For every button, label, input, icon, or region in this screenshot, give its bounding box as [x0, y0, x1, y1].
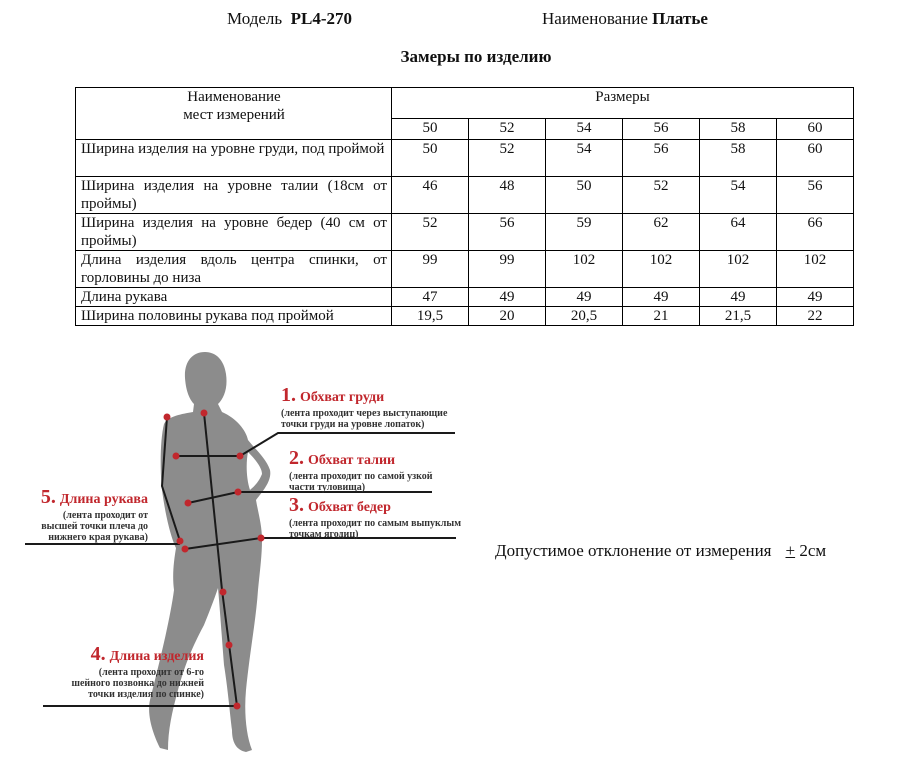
label-number: 4.	[90, 643, 106, 665]
point	[235, 489, 242, 496]
size-header: 50	[392, 119, 469, 140]
label-desc: (лента проходит от	[62, 510, 148, 521]
table-row	[76, 214, 854, 251]
label-title: Обхват талии	[308, 453, 396, 468]
label-length	[44, 643, 204, 700]
model-value: PL4-270	[290, 9, 353, 28]
label-number: 3.	[289, 494, 304, 516]
point	[237, 453, 244, 460]
label-number: 1.	[281, 384, 296, 406]
label-desc: высшей точки плеча до	[41, 521, 148, 532]
cell-value: 20	[469, 307, 546, 326]
label-desc: точкам ягодиц)	[289, 529, 359, 540]
label-number: 2.	[289, 447, 304, 469]
table-row	[76, 177, 854, 214]
cell-value: 46	[392, 177, 469, 214]
label-desc: (лента проходит от 6-го	[98, 667, 204, 678]
tolerance-note	[495, 541, 826, 561]
point	[234, 703, 241, 710]
cell-value: 52	[392, 214, 469, 251]
label-title: Длина рукава	[59, 492, 148, 507]
cell-value: 47	[392, 288, 469, 307]
label-title: Обхват бедер	[308, 500, 391, 515]
cell-value: 66	[777, 214, 854, 251]
cell-value: 50	[546, 177, 623, 214]
cell-value: 20,5	[546, 307, 623, 326]
cell-value: 49	[546, 288, 623, 307]
label-desc: (лента проходит через выступающие	[281, 408, 448, 419]
model-label: Модель	[227, 9, 283, 28]
label-hips	[289, 494, 461, 540]
cell-value: 62	[623, 214, 700, 251]
table-row	[76, 140, 854, 177]
tolerance-label: Допустимое отклонение от измерения	[495, 541, 772, 560]
model-heading	[227, 9, 352, 29]
label-title: Обхват груди	[300, 390, 385, 405]
tolerance-sign: +	[785, 541, 796, 560]
column-header-sizes: Размеры	[392, 88, 854, 119]
label-desc: (лента проходит по самой узкой	[289, 471, 433, 482]
point	[177, 538, 184, 545]
page-title: Замеры по изделию	[400, 47, 552, 66]
point	[226, 642, 233, 649]
cell-value: 54	[546, 140, 623, 177]
row-name: Ширина изделия на уровне груди, под проймой	[76, 140, 392, 177]
point	[185, 500, 192, 507]
label-desc: точки груди на уровне лопаток)	[281, 419, 425, 430]
point	[182, 546, 189, 553]
column-header-line2: мест измерений	[183, 107, 285, 123]
cell-value: 56	[623, 140, 700, 177]
cell-value: 49	[700, 288, 777, 307]
cell-value: 19,5	[392, 307, 469, 326]
row-name: Ширина половины рукава под проймой	[76, 307, 392, 326]
cell-value: 99	[392, 251, 469, 288]
table-row	[76, 307, 854, 326]
label-desc: (лента проходит по самым выпуклым	[289, 518, 462, 529]
row-name: Ширина изделия на уровне талии (18см от проймы)	[76, 177, 392, 214]
column-header-measurement-name	[76, 88, 392, 140]
row-name: Длина рукава	[76, 288, 392, 307]
point	[220, 589, 227, 596]
row-name: Ширина изделия на уровне бедер (40 см от проймы)	[76, 214, 392, 251]
cell-value: 56	[469, 214, 546, 251]
label-sleeve	[28, 486, 148, 543]
cell-value: 21,5	[700, 307, 777, 326]
cell-value: 48	[469, 177, 546, 214]
cell-value: 99	[469, 251, 546, 288]
cell-value: 54	[700, 177, 777, 214]
label-number: 5.	[40, 486, 56, 508]
cell-value: 102	[623, 251, 700, 288]
cell-value: 102	[546, 251, 623, 288]
cell-value: 102	[700, 251, 777, 288]
table-row	[76, 288, 854, 307]
label-bust	[281, 384, 447, 430]
cell-value: 52	[469, 140, 546, 177]
label-title: Длина изделия	[109, 649, 204, 664]
cell-value: 102	[777, 251, 854, 288]
measurements-table	[75, 87, 854, 326]
product-name-heading	[542, 9, 708, 29]
cell-value: 21	[623, 307, 700, 326]
tolerance-value: 2см	[795, 541, 827, 560]
size-header: 56	[623, 119, 700, 140]
cell-value: 58	[700, 140, 777, 177]
point	[164, 414, 171, 421]
point	[173, 453, 180, 460]
size-header: 52	[469, 119, 546, 140]
row-name: Длина изделия вдоль центра спинки, от горловины до низа	[76, 251, 392, 288]
label-desc: точки изделия по спинке)	[88, 689, 204, 700]
cell-value: 49	[623, 288, 700, 307]
table-row	[76, 251, 854, 288]
label-desc: шейного позвонка до нижней	[71, 678, 204, 689]
cell-value: 49	[777, 288, 854, 307]
label-desc: части туловища)	[289, 482, 366, 493]
size-header: 60	[777, 119, 854, 140]
table-header-row	[76, 88, 854, 119]
cell-value: 56	[777, 177, 854, 214]
point	[258, 535, 265, 542]
size-header: 54	[546, 119, 623, 140]
point	[201, 410, 208, 417]
cell-value: 60	[777, 140, 854, 177]
product-name-value: Платье	[652, 9, 708, 28]
column-header-line1: Наименование	[187, 89, 281, 105]
cell-value: 59	[546, 214, 623, 251]
cell-value: 50	[392, 140, 469, 177]
product-name-label: Наименование	[542, 9, 648, 28]
cell-value: 49	[469, 288, 546, 307]
cell-value: 64	[700, 214, 777, 251]
label-desc: нижнего края рукава)	[48, 532, 148, 543]
cell-value: 52	[623, 177, 700, 214]
cell-value: 22	[777, 307, 854, 326]
label-waist	[289, 447, 433, 493]
size-header: 58	[700, 119, 777, 140]
